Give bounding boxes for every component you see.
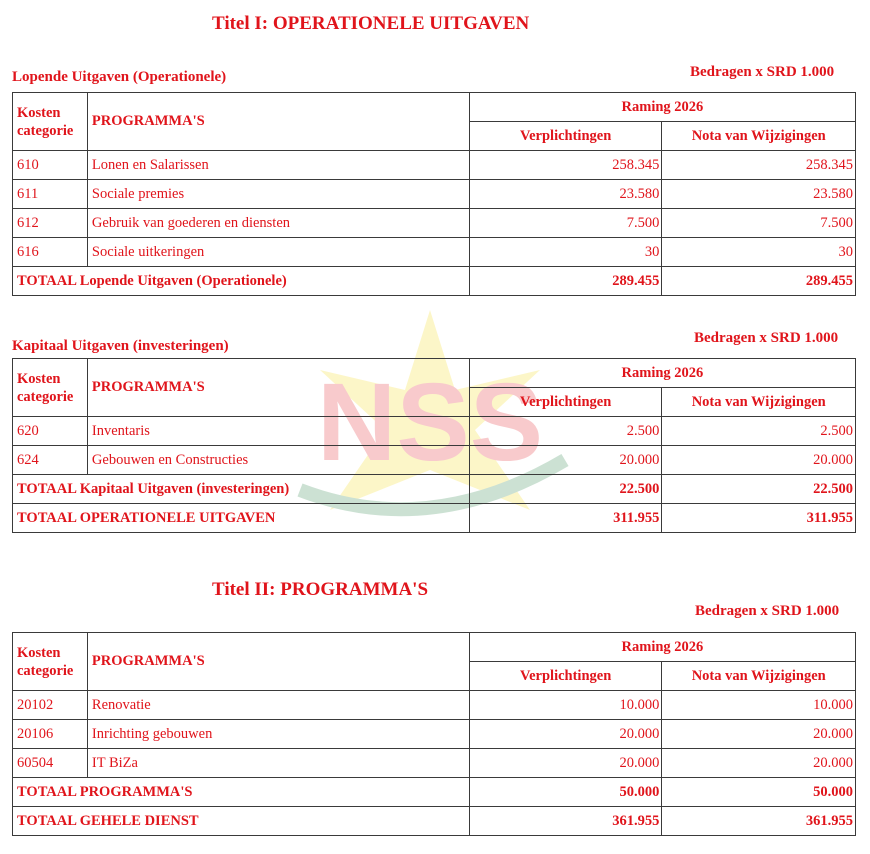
row-code: 611	[13, 180, 88, 209]
title-2: Titel II: PROGRAMMA'S	[212, 579, 429, 600]
total-verplichtingen: 50.000	[469, 778, 662, 807]
header-nota: Nota van Wijzigingen	[662, 662, 856, 691]
header-nota: Nota van Wijzigingen	[662, 388, 856, 417]
row-nota: 23.580	[662, 180, 856, 209]
row-verplichtingen: 10.000	[469, 691, 662, 720]
row-name: Sociale uitkeringen	[87, 238, 469, 267]
header-kosten-categorie: Kosten categorie	[13, 633, 88, 691]
row-name: Gebouwen en Constructies	[87, 446, 469, 475]
row-verplichtingen: 20.000	[469, 749, 662, 778]
table-row	[13, 720, 856, 749]
row-nota: 2.500	[662, 417, 856, 446]
amount-unit-note-2: Bedragen x SRD 1.000	[694, 330, 839, 346]
grand-total-row	[13, 504, 856, 533]
header-kosten-categorie: Kosten categorie	[13, 93, 88, 151]
row-name: Sociale premies	[87, 180, 469, 209]
amount-unit-note-3: Bedragen x SRD 1.000	[695, 603, 840, 619]
row-name: Inventaris	[87, 417, 469, 446]
total-verplichtingen: 22.500	[469, 475, 662, 504]
grand-total-verplichtingen: 311.955	[469, 504, 662, 533]
total-label: TOTAAL Lopende Uitgaven (Operationele)	[13, 267, 470, 296]
header-verplichtingen: Verplichtingen	[469, 388, 662, 417]
table-row	[13, 151, 856, 180]
row-verplichtingen: 30	[469, 238, 662, 267]
row-nota: 7.500	[662, 209, 856, 238]
row-verplichtingen: 2.500	[469, 417, 662, 446]
lopende-table	[12, 92, 856, 296]
header-programmas: PROGRAMMA'S	[87, 359, 469, 417]
row-name: Lonen en Salarissen	[87, 151, 469, 180]
kapitaal-section-title: Kapitaal Uitgaven (investeringen)	[12, 338, 229, 354]
total-label: TOTAAL Kapitaal Uitgaven (investeringen)	[13, 475, 470, 504]
grand-total-label: TOTAAL GEHELE DIENST	[13, 807, 470, 836]
total-nota: 289.455	[662, 267, 856, 296]
header-kosten-categorie: Kosten categorie	[13, 359, 88, 417]
row-nota: 20.000	[662, 446, 856, 475]
table-row	[13, 238, 856, 267]
table-row	[13, 417, 856, 446]
row-code: 616	[13, 238, 88, 267]
header-verplichtingen: Verplichtingen	[469, 122, 662, 151]
table-row	[13, 209, 856, 238]
row-code: 60504	[13, 749, 88, 778]
row-verplichtingen: 7.500	[469, 209, 662, 238]
header-verplichtingen: Verplichtingen	[469, 662, 662, 691]
table-row	[13, 691, 856, 720]
row-name: Gebruik van goederen en diensten	[87, 209, 469, 238]
total-nota: 50.000	[662, 778, 856, 807]
row-verplichtingen: 20.000	[469, 720, 662, 749]
total-row	[13, 475, 856, 504]
header-programmas: PROGRAMMA'S	[87, 633, 469, 691]
row-code: 610	[13, 151, 88, 180]
row-verplichtingen: 258.345	[469, 151, 662, 180]
header-raming: Raming 2026	[469, 93, 855, 122]
amount-unit-note-1: Bedragen x SRD 1.000	[690, 64, 835, 80]
row-nota: 258.345	[662, 151, 856, 180]
table-row	[13, 446, 856, 475]
header-nota: Nota van Wijzigingen	[662, 122, 856, 151]
grand-total-nota: 361.955	[662, 807, 856, 836]
row-name: Inrichting gebouwen	[87, 720, 469, 749]
total-row	[13, 267, 856, 296]
row-code: 620	[13, 417, 88, 446]
total-verplichtingen: 289.455	[469, 267, 662, 296]
grand-total-verplichtingen: 361.955	[469, 807, 662, 836]
row-nota: 10.000	[662, 691, 856, 720]
row-verplichtingen: 20.000	[469, 446, 662, 475]
row-name: IT BiZa	[87, 749, 469, 778]
row-verplichtingen: 23.580	[469, 180, 662, 209]
table-row	[13, 749, 856, 778]
row-code: 20102	[13, 691, 88, 720]
row-code: 20106	[13, 720, 88, 749]
grand-total-nota: 311.955	[662, 504, 856, 533]
watermark-text: NSS	[316, 361, 544, 484]
header-programmas: PROGRAMMA'S	[87, 93, 469, 151]
row-code: 612	[13, 209, 88, 238]
header-raming: Raming 2026	[469, 359, 855, 388]
grand-total-label: TOTAAL OPERATIONELE UITGAVEN	[13, 504, 470, 533]
total-label: TOTAAL PROGRAMMA'S	[13, 778, 470, 807]
row-nota: 20.000	[662, 720, 856, 749]
row-name: Renovatie	[87, 691, 469, 720]
lopende-section-title: Lopende Uitgaven (Operationele)	[12, 69, 227, 85]
row-nota: 20.000	[662, 749, 856, 778]
row-code: 624	[13, 446, 88, 475]
row-nota: 30	[662, 238, 856, 267]
kapitaal-table	[12, 358, 856, 533]
grand-total-row	[13, 807, 856, 836]
title-1: Titel I: OPERATIONELE UITGAVEN	[212, 13, 530, 34]
table-row	[13, 180, 856, 209]
header-raming: Raming 2026	[469, 633, 855, 662]
total-row	[13, 778, 856, 807]
total-nota: 22.500	[662, 475, 856, 504]
programmas-table	[12, 632, 856, 836]
